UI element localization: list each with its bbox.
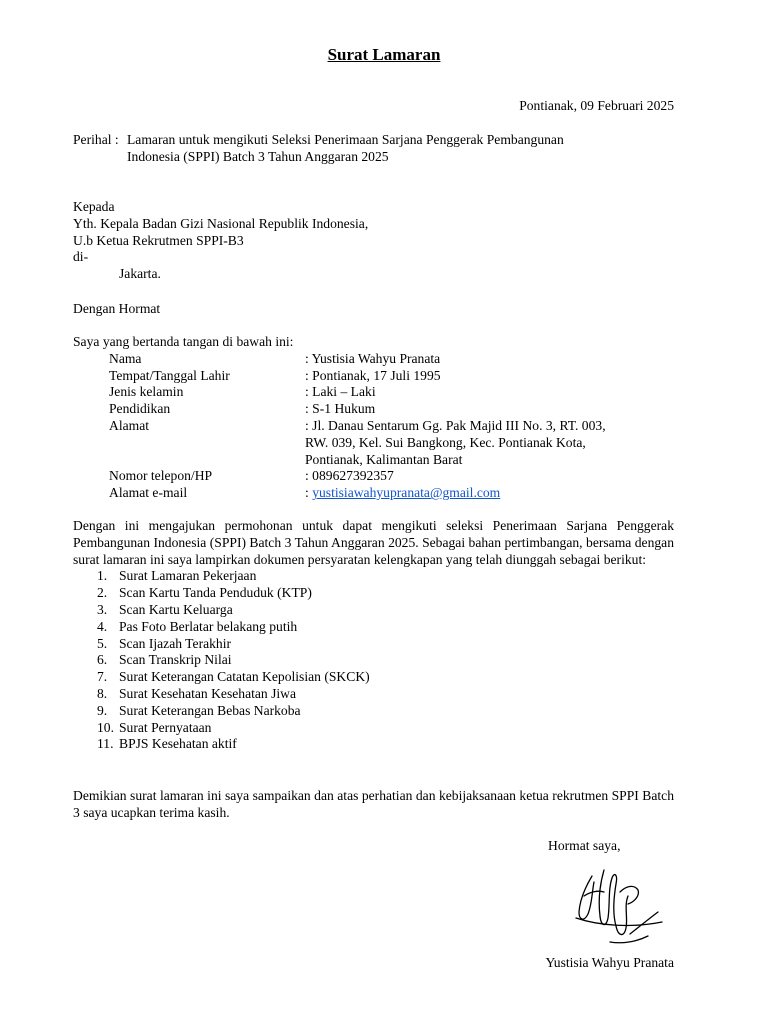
closing-paragraph: Demikian surat lamaran ini saya sampaikan dan atas perhatian dan kebijaksanaan ketua rekrutmen SPPI Batch 3 saya ucapkan terima kasih. <box>73 788 674 820</box>
list-item <box>73 602 674 619</box>
info-row-address <box>73 418 674 468</box>
list-text: Scan Transkrip Nilai <box>119 652 232 668</box>
list-item <box>73 686 674 703</box>
list-text: Surat Pernyataan <box>119 719 212 735</box>
list-text: Scan Kartu Keluarga <box>119 601 233 617</box>
list-number: 11. <box>97 736 114 752</box>
info-value: : Jl. Danau Sentarum Gg. Pak Majid III No. 3, RT. 003, RW. 039, Kel. Sui Bangkong, Kec. Pontianak Kota, Pontianak, Kalimantan Barat <box>305 417 606 467</box>
list-item <box>73 669 674 686</box>
info-value: : Laki – Laki <box>305 384 376 400</box>
list-number: 4. <box>97 618 108 634</box>
list-number: 5. <box>97 635 108 651</box>
subject-block <box>73 132 674 166</box>
list-number: 2. <box>97 585 108 601</box>
info-label: Alamat e-mail <box>109 485 188 501</box>
info-value: : Pontianak, 17 Juli 1995 <box>305 367 441 383</box>
info-row-birth <box>73 368 674 385</box>
info-label: Nama <box>109 350 142 366</box>
info-value: : 089627392357 <box>305 468 394 484</box>
info-label: Tempat/Tanggal Lahir <box>109 367 230 383</box>
info-row-email <box>73 485 674 502</box>
list-number: 8. <box>97 685 108 701</box>
intro-text: Saya yang bertanda tangan di bawah ini: <box>73 334 294 349</box>
list-item <box>73 736 674 753</box>
list-number: 10. <box>97 719 114 735</box>
recipient-city: Jakarta. <box>119 266 161 282</box>
recipient-block <box>73 199 674 283</box>
list-item <box>73 652 674 669</box>
list-text: Surat Keterangan Catatan Kepolisian (SKCK) <box>119 669 370 685</box>
info-label: Alamat <box>109 417 150 433</box>
recipient-line-1: Yth. Kepala Badan Gizi Nasional Republik Indonesia, <box>73 215 369 231</box>
info-label: Jenis kelamin <box>109 384 184 400</box>
list-number: 1. <box>97 568 108 584</box>
applicant-block <box>73 334 674 502</box>
list-item <box>73 636 674 653</box>
list-item <box>73 703 674 720</box>
info-row-phone <box>73 468 674 485</box>
list-number: 7. <box>97 669 108 685</box>
signer-name: Yustisia Wahyu Pranata <box>545 955 674 970</box>
list-text: Scan Ijazah Terakhir <box>119 635 232 651</box>
info-label: Nomor telepon/HP <box>109 468 213 484</box>
list-number: 9. <box>97 702 108 718</box>
info-label: Pendidikan <box>109 401 171 417</box>
body-block <box>73 518 674 753</box>
list-text: Surat Kesehatan Kesehatan Jiwa <box>119 685 297 701</box>
info-row-gender <box>73 384 674 401</box>
subject-line-1: Lamaran untuk mengikuti Seleksi Penerimaan Sarjana Penggerak Pembangunan <box>127 132 564 147</box>
info-row-education <box>73 401 674 418</box>
closing-salutation: Hormat saya, <box>548 838 621 853</box>
recipient-kepada: Kepada <box>73 199 115 214</box>
recipient-line-2: U.b Ketua Rekrutmen SPPI-B3 <box>73 232 244 248</box>
list-text: Surat Lamaran Pekerjaan <box>119 568 257 584</box>
info-value: : S-1 Hukum <box>305 401 376 417</box>
subject-label: Perihal : <box>73 132 119 147</box>
signature-icon <box>570 856 670 952</box>
list-item <box>73 720 674 737</box>
email-link[interactable]: yustisiawahyupranata@gmail.com <box>312 485 501 501</box>
list-text: Pas Foto Berlatar belakang putih <box>119 618 298 634</box>
info-value: : Yustisia Wahyu Pranata <box>305 350 441 366</box>
list-item <box>73 568 674 585</box>
info-row-name <box>73 351 674 368</box>
list-number: 3. <box>97 601 108 617</box>
list-item <box>73 619 674 636</box>
place-date: Pontianak, 09 Februari 2025 <box>519 98 674 113</box>
subject-line-2: Indonesia (SPPI) Batch 3 Tahun Anggaran 2025 <box>127 148 389 164</box>
email-colon: : <box>305 485 313 501</box>
letter-title: Surat Lamaran <box>327 45 441 64</box>
greeting: Dengan Hormat <box>73 301 161 316</box>
list-text: Surat Keterangan Bebas Narkoba <box>119 702 301 718</box>
list-text: BPJS Kesehatan aktif <box>119 736 237 752</box>
documents-list <box>73 568 674 753</box>
info-value <box>305 485 674 502</box>
body-paragraph: Dengan ini mengajukan permohonan untuk dapat mengikuti seleksi Penerimaan Sarjana Penggerak Pembangunan Indonesia (SPPI) Batch 3 Tahun Anggaran 2025. Sebagai bahan pertimbangan, bersama dengan surat lamaran ini saya lampirkan dokumen persyaratan kelengkapan yang telah diunggah sebagai berikut: <box>73 518 674 567</box>
list-text: Scan Kartu Tanda Penduduk (KTP) <box>119 585 312 601</box>
list-item <box>73 585 674 602</box>
list-number: 6. <box>97 652 108 668</box>
recipient-line-3: di- <box>73 249 89 265</box>
